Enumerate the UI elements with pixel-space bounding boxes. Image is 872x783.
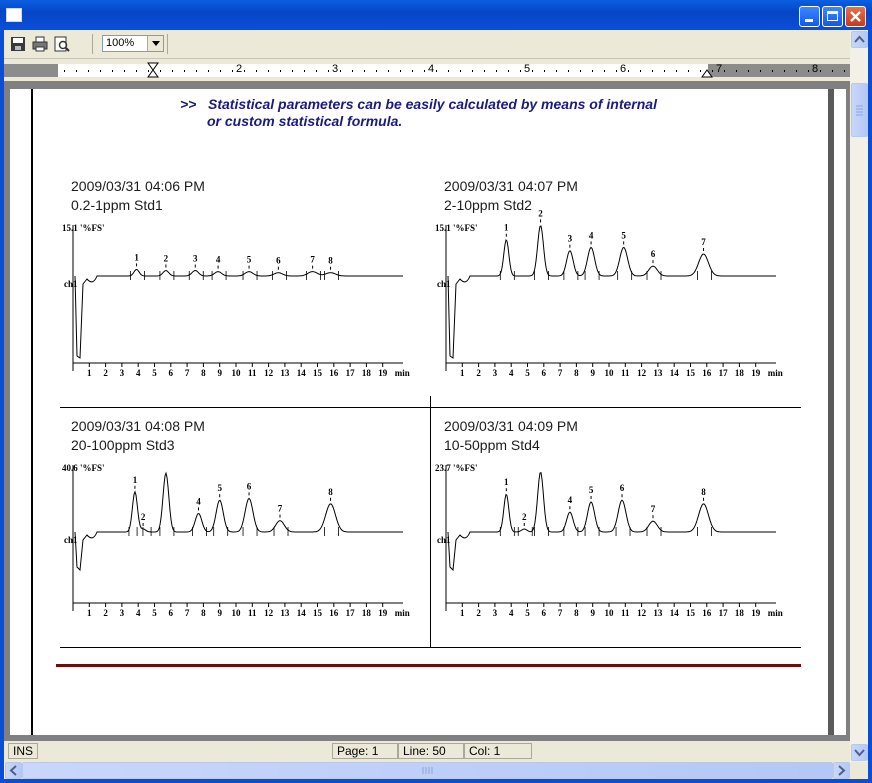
save-icon[interactable]	[9, 35, 27, 53]
x-tick-label: 14	[296, 368, 306, 378]
ruler-tick	[628, 70, 629, 72]
x-tick-label: 15	[313, 368, 322, 378]
peak-label: 6	[246, 481, 252, 492]
right-indent-marker-icon[interactable]	[701, 68, 713, 78]
x-tick-label: 10	[604, 368, 614, 378]
report-page[interactable]	[33, 89, 828, 735]
x-tick-label: 9	[217, 368, 222, 378]
x-tick-label: 12	[637, 608, 647, 618]
ruler-tick	[160, 70, 161, 72]
ruler-tick	[340, 70, 341, 72]
ruler-tick	[268, 70, 269, 72]
toolbar-separator	[167, 34, 168, 54]
ruler-tick	[424, 70, 425, 72]
peak-label: 2	[521, 512, 527, 522]
ruler-tick	[364, 70, 365, 72]
ruler-tick	[64, 70, 65, 72]
x-tick-label: 16	[702, 608, 712, 618]
x-tick-label: 3	[119, 608, 125, 618]
x-tick-label: 8	[574, 368, 579, 378]
ruler-tick	[484, 70, 485, 72]
x-tick-label: 7	[184, 608, 190, 618]
ruler-tick	[568, 70, 569, 72]
chromatogram-trace	[75, 270, 403, 359]
x-tick-label: 8	[201, 368, 206, 378]
x-tick-label: 1	[87, 608, 92, 618]
x-tick-label: 17	[345, 368, 355, 378]
x-tick-label: 11	[248, 608, 257, 618]
x-unit-label: min	[394, 368, 410, 378]
ruler-tick	[352, 70, 353, 72]
ruler-tick	[412, 70, 413, 72]
panel-divider	[60, 407, 430, 408]
title-bar	[0, 0, 872, 30]
ruler-tick	[460, 70, 461, 72]
peak-label: 3	[567, 233, 573, 244]
full-scale-label: 23.7 '%FS'	[435, 463, 478, 473]
peak-label: 5	[246, 254, 252, 265]
chromatogram-timestamp: 2009/03/31 04:07 PM	[444, 178, 578, 194]
x-tick-label: 19	[378, 608, 388, 618]
x-tick-label: 14	[669, 368, 679, 378]
ruler-tick	[136, 70, 137, 72]
full-scale-label: 40.6 '%FS'	[62, 463, 105, 473]
x-tick-label: 19	[378, 368, 388, 378]
x-tick-label: 14	[669, 608, 679, 618]
x-tick-label: 5	[152, 608, 157, 618]
minimize-button[interactable]	[799, 6, 820, 27]
x-tick-label: 12	[264, 608, 274, 618]
x-tick-label: 4	[135, 608, 141, 618]
scroll-down-button[interactable]	[851, 744, 868, 761]
peak-label: 3	[193, 253, 198, 264]
ruler-tick	[580, 70, 581, 72]
close-icon	[846, 7, 865, 26]
channel-label: ch1	[64, 279, 78, 289]
ruler-tick	[844, 70, 845, 72]
chromatogram-sample-name: 0.2-1ppm Std1	[71, 197, 163, 213]
x-tick-label: 7	[557, 608, 563, 618]
ruler-tick	[472, 70, 473, 72]
ruler-tick	[124, 70, 125, 72]
ruler-tick	[556, 70, 557, 72]
ruler-tick	[784, 70, 785, 72]
x-tick-label: 15	[686, 368, 695, 378]
ruler-tick	[748, 70, 749, 72]
peak-label: 7	[277, 503, 283, 514]
x-tick-label: 1	[460, 368, 465, 378]
chromatogram-chart	[434, 459, 789, 629]
ruler-number: 4	[428, 63, 435, 75]
x-tick-label: 8	[201, 608, 206, 618]
x-tick-label: 3	[492, 608, 498, 618]
x-tick-label: 15	[686, 608, 695, 618]
print-icon[interactable]	[31, 35, 49, 53]
x-tick-label: 2	[476, 608, 481, 618]
horizontal-scrollbar[interactable]	[4, 762, 850, 779]
x-tick-label: 2	[476, 368, 481, 378]
channel-label: ch1	[437, 535, 451, 545]
peak-label: 4	[588, 230, 594, 241]
toolbar-separator	[92, 34, 93, 54]
peak-label: 7	[701, 237, 706, 247]
ruler-tick	[496, 70, 497, 72]
chromatogram-timestamp: 2009/03/31 04:08 PM	[71, 418, 205, 434]
chromatogram-chart	[61, 219, 416, 389]
left-indent-marker-icon[interactable]	[147, 62, 159, 80]
chromatogram-trace	[448, 226, 776, 358]
panel-divider	[431, 647, 801, 648]
ruler-tick	[832, 70, 833, 72]
peak-label: 5	[588, 485, 594, 495]
x-tick-label: 16	[329, 368, 339, 378]
x-tick-label: 13	[280, 368, 290, 378]
ruler-tick	[532, 70, 533, 72]
peak-label: 2	[140, 512, 146, 522]
ruler-number: 3	[332, 63, 339, 75]
ruler-tick	[664, 70, 665, 72]
ruler-tick	[196, 70, 197, 72]
x-tick-label: 12	[264, 368, 274, 378]
peak-label: 6	[619, 483, 625, 494]
peak-label: 2	[538, 208, 543, 219]
chromatogram-trace	[75, 473, 403, 570]
x-tick-label: 2	[103, 608, 108, 618]
ruler-tick	[400, 70, 401, 72]
vertical-scrollbar[interactable]	[850, 30, 868, 762]
x-tick-label: 16	[702, 368, 712, 378]
x-tick-label: 6	[541, 368, 547, 378]
peak-label: 6	[276, 255, 281, 266]
peak-label: 7	[310, 254, 315, 265]
x-tick-label: 4	[508, 608, 514, 618]
ruler-tick	[688, 70, 689, 72]
zoom-select[interactable]	[102, 35, 164, 52]
x-tick-label: 9	[590, 368, 595, 378]
scroll-thumb-horizontal[interactable]	[22, 762, 833, 779]
scroll-thumb[interactable]	[851, 83, 868, 137]
chromatogram-chart	[61, 459, 416, 629]
channel-label: ch1	[437, 279, 451, 289]
ruler-tick	[520, 70, 521, 72]
peak-label: 4	[196, 496, 201, 507]
peak-label: 8	[328, 486, 333, 497]
zoom-value: 100%	[106, 37, 135, 49]
x-tick-label: 18	[361, 608, 371, 618]
x-tick-label: 6	[541, 608, 547, 618]
ruler-tick	[604, 70, 605, 72]
x-tick-label: 18	[734, 368, 744, 378]
status-line: Line: 50	[398, 743, 464, 759]
x-tick-label: 19	[751, 608, 761, 618]
ruler-tick	[88, 70, 89, 72]
x-tick-label: 1	[87, 368, 92, 378]
panel-vertical-divider	[430, 396, 431, 648]
x-tick-label: 5	[525, 368, 530, 378]
x-tick-label: 17	[718, 368, 728, 378]
peak-label: 7	[650, 504, 656, 515]
app-icon	[6, 8, 22, 22]
ruler-tick	[508, 70, 509, 72]
x-tick-label: 18	[734, 608, 744, 618]
x-tick-label: 10	[231, 368, 241, 378]
toolbar	[4, 30, 850, 59]
peak-label: 1	[504, 222, 509, 233]
ruler-tick	[760, 70, 761, 72]
x-tick-label: 9	[590, 608, 595, 618]
ruler-tick	[112, 70, 113, 72]
ruler-tick	[172, 70, 173, 72]
x-tick-label: 16	[329, 608, 339, 618]
x-tick-label: 11	[621, 368, 630, 378]
status-col: Col: 1	[464, 743, 532, 759]
window-frame-right	[868, 30, 872, 783]
x-tick-label: 17	[345, 608, 355, 618]
report-footer-rule	[56, 664, 801, 667]
note-line-2: or custom statistical formula.	[207, 113, 403, 129]
x-tick-label: 1	[460, 608, 465, 618]
ruler	[4, 59, 850, 81]
ruler-tick	[544, 70, 545, 72]
status-page: Page: 1	[332, 743, 398, 759]
note-prefix: >>	[180, 96, 197, 112]
peak-label: 5	[621, 230, 626, 241]
size-grip[interactable]	[850, 762, 868, 779]
ruler-tick	[724, 70, 725, 72]
chevron-down-icon[interactable]	[147, 36, 163, 51]
ruler-tick	[304, 70, 305, 72]
ruler-number: 5	[524, 63, 531, 75]
x-tick-label: 3	[492, 368, 498, 378]
ruler-tick	[316, 70, 317, 72]
maximize-button[interactable]	[822, 6, 843, 27]
ruler-tick	[292, 70, 293, 72]
panel-divider	[431, 407, 801, 408]
chromatogram-chart	[434, 208, 789, 389]
ruler-tick	[280, 70, 281, 72]
ruler-number: 8	[812, 63, 819, 75]
scroll-right-button[interactable]	[833, 762, 850, 779]
x-unit-label: min	[767, 608, 783, 618]
channel-label: ch1	[64, 535, 78, 545]
x-tick-label: 13	[280, 608, 290, 618]
x-tick-label: 2	[103, 368, 108, 378]
peak-label: 6	[650, 249, 656, 260]
x-tick-label: 8	[574, 608, 579, 618]
status-mode: INS	[8, 743, 38, 759]
x-tick-label: 12	[637, 368, 647, 378]
x-tick-label: 13	[653, 368, 663, 378]
x-tick-label: 4	[135, 368, 141, 378]
print-preview-icon[interactable]	[53, 35, 71, 53]
chromatogram-timestamp: 2009/03/31 04:06 PM	[71, 178, 205, 194]
ruler-tick	[796, 70, 797, 72]
x-tick-label: 10	[231, 608, 241, 618]
close-button[interactable]	[845, 6, 866, 27]
note-line-1: Statistical parameters can be easily calculated by means of internal	[208, 96, 657, 112]
page-right-margin	[828, 89, 846, 735]
x-tick-label: 7	[184, 368, 190, 378]
x-tick-label: 11	[621, 608, 630, 618]
ruler-tick	[436, 70, 437, 72]
x-tick-label: 18	[361, 368, 371, 378]
ruler-tick	[652, 70, 653, 72]
page-left-margin	[10, 89, 33, 735]
ruler-tick	[232, 70, 233, 72]
ruler-number: 6	[620, 63, 627, 75]
chromatogram-timestamp: 2009/03/31 04:09 PM	[444, 418, 578, 434]
ruler-tick	[592, 70, 593, 72]
ruler-tick	[328, 70, 329, 72]
scroll-left-button[interactable]	[5, 762, 22, 779]
x-tick-label: 13	[653, 608, 663, 618]
x-tick-label: 14	[296, 608, 306, 618]
ruler-tick	[820, 70, 821, 72]
ruler-tick	[388, 70, 389, 72]
ruler-tick	[808, 70, 809, 72]
x-tick-label: 10	[604, 608, 614, 618]
x-tick-label: 7	[557, 368, 563, 378]
status-bar	[4, 741, 850, 762]
x-tick-label: 4	[508, 368, 514, 378]
scroll-up-button[interactable]	[851, 31, 868, 48]
peak-label: 2	[163, 253, 169, 264]
ruler-tick	[100, 70, 101, 72]
chromatogram-sample-name: 2-10ppm Std2	[444, 197, 532, 213]
ruler-number: 7	[716, 63, 723, 75]
x-tick-label: 6	[168, 608, 174, 618]
ruler-tick	[640, 70, 641, 72]
ruler-tick	[376, 70, 377, 72]
panel-divider	[60, 647, 430, 648]
x-tick-label: 15	[313, 608, 322, 618]
ruler-tick	[772, 70, 773, 72]
ruler-tick	[736, 70, 737, 72]
x-tick-label: 5	[152, 368, 157, 378]
peak-label: 8	[328, 255, 333, 266]
x-tick-label: 5	[525, 608, 530, 618]
peak-label: 1	[134, 252, 139, 263]
x-tick-label: 19	[751, 368, 761, 378]
ruler-tick	[676, 70, 677, 72]
x-tick-label: 9	[217, 608, 222, 618]
x-tick-label: 6	[168, 368, 174, 378]
x-tick-label: 3	[119, 368, 125, 378]
ruler-tick	[76, 70, 77, 72]
chromatogram-sample-name: 10-50ppm Std4	[444, 437, 540, 453]
peak-label: 8	[701, 486, 706, 497]
x-tick-label: 17	[718, 608, 728, 618]
x-tick-label: 11	[248, 368, 257, 378]
ruler-tick	[220, 70, 221, 72]
full-scale-label: 15.1 '%FS'	[62, 223, 105, 233]
ruler-tick	[256, 70, 257, 72]
peak-label: 4	[215, 254, 221, 265]
peak-label: 1	[504, 477, 509, 488]
ruler-tick	[244, 70, 245, 72]
x-unit-label: min	[394, 608, 410, 618]
chromatogram-sample-name: 20-100ppm Std3	[71, 437, 175, 453]
full-scale-label: 15.1 '%FS'	[435, 223, 478, 233]
x-unit-label: min	[767, 368, 783, 378]
ruler-tick	[208, 70, 209, 72]
peak-label: 5	[217, 483, 222, 494]
ruler-tick	[448, 70, 449, 72]
peak-label: 1	[132, 474, 138, 485]
peak-label: 4	[567, 495, 573, 506]
ruler-tick	[616, 70, 617, 72]
chromatogram-trace	[448, 473, 776, 570]
ruler-number: 2	[236, 63, 243, 75]
ruler-tick	[184, 70, 185, 72]
